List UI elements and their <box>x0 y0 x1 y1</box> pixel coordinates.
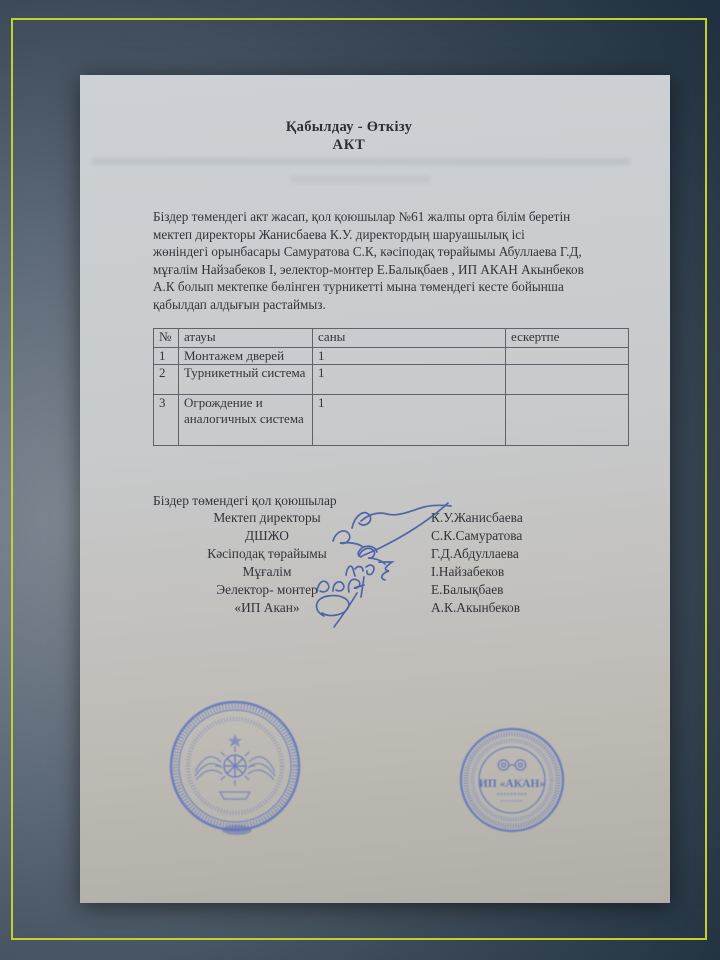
table-header-num: № <box>154 329 179 348</box>
school-coat-of-arms-stamp <box>162 693 308 843</box>
signature-block <box>153 509 631 617</box>
ink-bleedthrough <box>290 176 430 183</box>
cell-num: 2 <box>154 365 179 395</box>
signature-row <box>153 563 631 581</box>
document-title: Қабылдау - Өткізу <box>285 119 413 135</box>
signatory-name: Е.Балықбаев <box>431 582 504 597</box>
signature-row <box>153 599 631 617</box>
paragraph-line: мұғалім Найзабеков І, эелектор-монтер Е.Балықбаев , ИП АКАН Акынбеков <box>153 261 584 277</box>
cell-note <box>506 348 629 365</box>
paragraph-line: жөніндегі орынбасары Самуратова С.К, кәсіподақ төрайымы Абуллаева Г.Д, <box>153 244 582 260</box>
cell-name: Огрождение и аналогичных система <box>179 395 313 446</box>
signature-space <box>381 581 431 599</box>
paragraph-line: мектеп директоры Жанисбаева К.У. директордың шаруашылық ісі <box>153 226 525 242</box>
ip-akan-stamp <box>457 725 567 835</box>
cell-note <box>506 365 629 395</box>
signatory-name: І.Найзабеков <box>431 564 505 579</box>
table-header-row <box>154 329 629 348</box>
signature-row <box>153 545 631 563</box>
signatory-name: К.У.Жанисбаева <box>431 510 523 525</box>
table-header-name: атауы <box>179 329 313 348</box>
signature-row <box>153 581 631 599</box>
cell-qty: 1 <box>313 348 506 365</box>
cell-qty: 1 <box>313 365 506 395</box>
signature-intro: Біздер төмендегі қол қоюшылар <box>153 493 337 508</box>
scroll-curls-icon <box>498 760 525 770</box>
table-row <box>154 395 629 446</box>
ink-bleedthrough <box>92 158 630 165</box>
cell-num: 3 <box>154 395 179 446</box>
signatory-role: Мектеп директоры <box>213 510 321 525</box>
cell-name: Турникетный система <box>179 365 313 395</box>
signature-space <box>381 599 431 617</box>
intro-paragraph <box>153 208 635 314</box>
signature-row <box>153 527 631 545</box>
table-row <box>154 365 629 395</box>
stamp-smudge <box>222 825 252 835</box>
cell-qty: 1 <box>313 395 506 446</box>
signature-space <box>381 563 431 581</box>
signature-space <box>381 509 431 527</box>
signatory-role: Эелектор- монтер <box>216 582 318 597</box>
signature-row <box>153 509 631 527</box>
signatory-name: Г.Д.Абдуллаева <box>431 546 519 561</box>
signatory-role: ДШЖО <box>245 528 289 543</box>
paragraph-line: қабылдап алдығын растаймыз. <box>153 296 326 312</box>
table-header-qty: саны <box>313 329 506 348</box>
paragraph-line: А.К болып мектепке бөлінген турникетті мына төмендегі кесте бойынша <box>153 279 564 295</box>
signatory-role: «ИП Акан» <box>234 600 300 615</box>
cell-name: Монтажем дверей <box>179 348 313 365</box>
document-subtitle: АКТ <box>332 137 366 153</box>
cell-num: 1 <box>154 348 179 365</box>
table-row <box>154 348 629 365</box>
signatory-name: А.К.Акынбеков <box>431 600 521 615</box>
document-page <box>80 75 670 903</box>
table-header-note: ескертпе <box>506 329 629 348</box>
stamp-center-text: ИП «АКАН» <box>478 778 546 790</box>
signatory-role: Кәсіподақ төрайымы <box>207 546 327 561</box>
items-table <box>153 328 629 446</box>
paragraph-line: Біздер төмендегі акт жасап, қол қоюшылар №61 жалпы орта білім беретін <box>153 209 571 224</box>
signature-space <box>381 527 431 545</box>
signatory-role: Мұғалім <box>242 564 292 579</box>
signatory-name: С.К.Самуратова <box>431 528 523 543</box>
signature-space <box>381 545 431 563</box>
kazakhstan-emblem-icon <box>195 734 275 799</box>
cell-note <box>506 395 629 446</box>
